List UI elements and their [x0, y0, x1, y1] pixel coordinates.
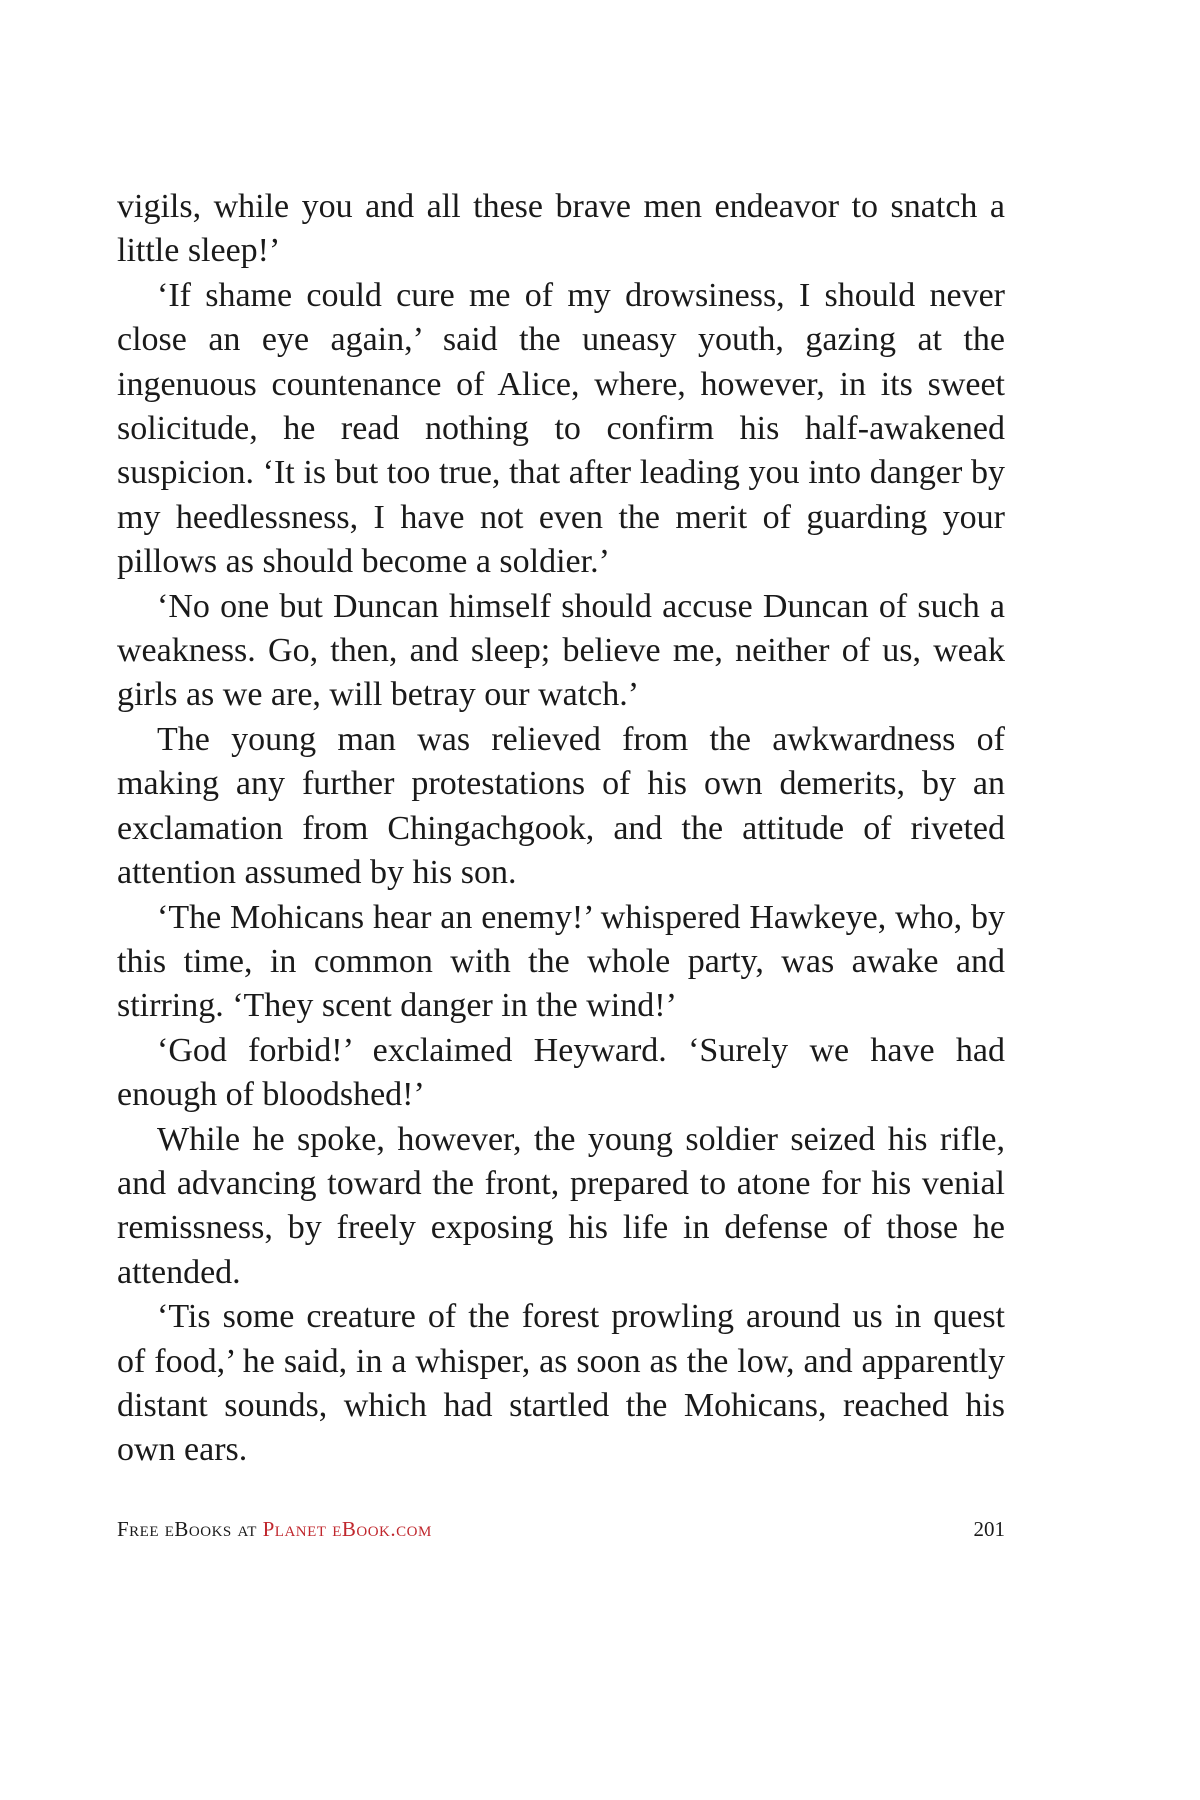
paragraph: While he spoke, however, the young soldier seized his rifle, and advancing toward the front, prepared to atone for his venial remissness, by freely exposing his life in defense of those he attended.: [117, 1120, 1005, 1291]
paragraph: ‘No one but Duncan himself should accuse Duncan of such a weakness. Go, then, and sleep; believe me, neither of us, weak girls as we are, will betray our watch.’: [117, 587, 1005, 714]
paragraph: The young man was relieved from the awkwardness of making any further protestations of his own demerits, by an exclamation from Chingachgook, and the attitude of riveted attention assumed by his son.: [117, 720, 1005, 892]
paragraph: ‘If shame could cure me of my drowsiness, I should never close an eye again,’ said the uneasy youth, gazing at the ingenuous countenance of Alice, where, however, in its sweet solicitude, he read nothing to confirm his half-awakened suspicion. ‘It is but too true, that after leading you into danger by my heedlessness, I have not even the merit of guarding your pillows as should become a soldier.’: [117, 276, 1005, 581]
paragraph: ‘Tis some creature of the forest prowling around us in quest of food,’ he said, in a whisper, as soon as the low, and apparently distant sounds, which had startled the Mohicans, reached his own ears.: [117, 1298, 1005, 1469]
footer-credit: [117, 1517, 432, 1542]
paragraph: ‘The Mohicans hear an enemy!’ whispered Hawkeye, who, by this time, in common with the whole party, was awake and stirring. ‘They scent danger in the wind!’: [117, 898, 1005, 1025]
footer-brand-link[interactable]: Planet eBook.com: [262, 1517, 432, 1541]
paragraph: ‘God forbid!’ exclaimed Heyward. ‘Surely we have had enough of bloodshed!’: [117, 1031, 1005, 1114]
footer-prefix: Free eBooks at: [117, 1517, 263, 1541]
paragraph: vigils, while you and all these brave men endeavor to snatch a little sleep!’: [117, 188, 1005, 270]
page-number: 201: [973, 1517, 1005, 1541]
page-footer: [117, 1517, 1005, 1547]
body-text: [117, 185, 1005, 1473]
